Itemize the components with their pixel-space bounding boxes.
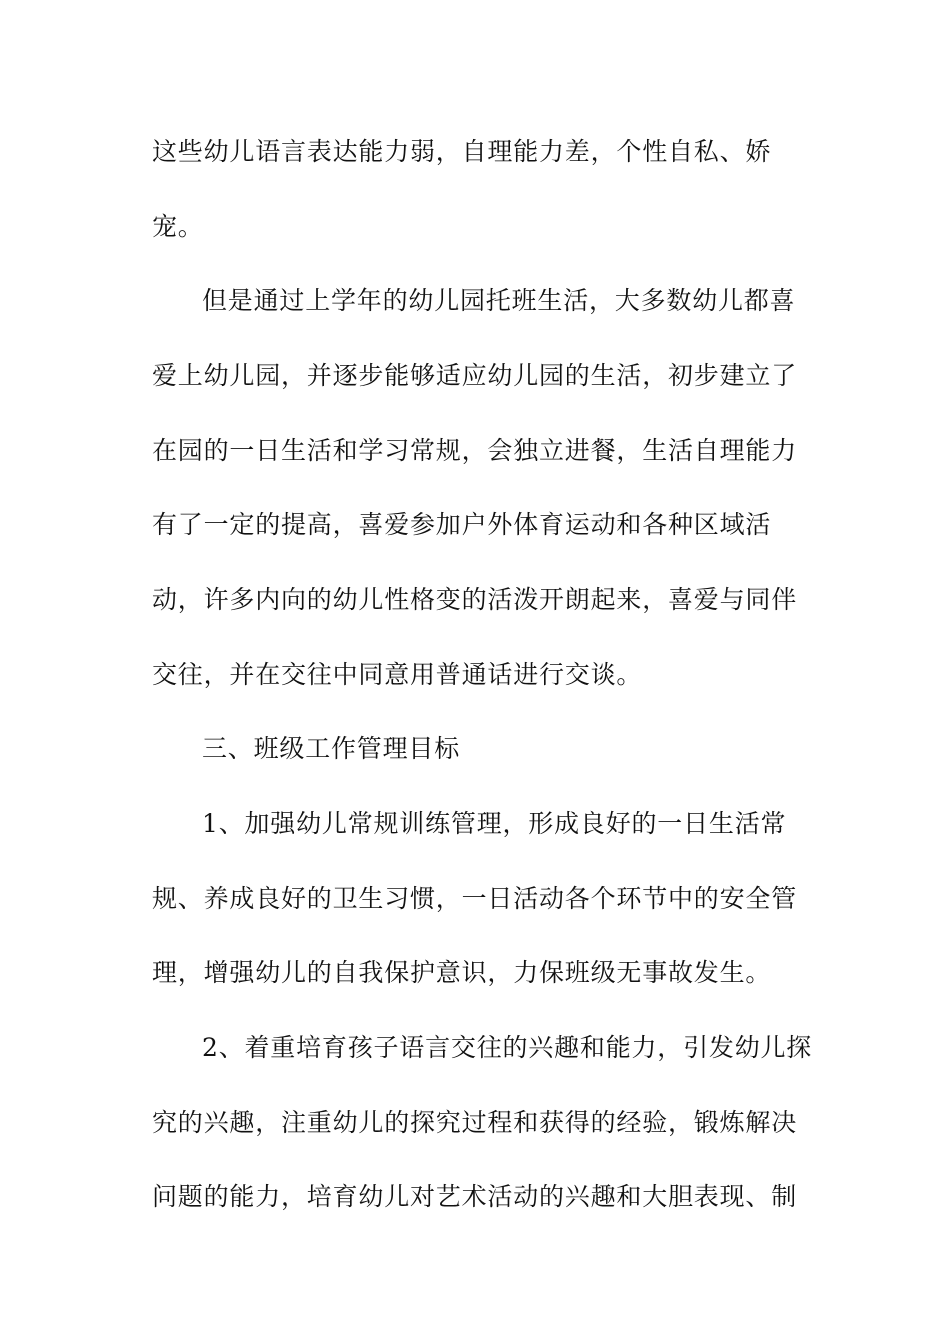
text-line: 宠。 [152, 212, 204, 241]
text-line: 规、养成良好的卫生习惯，一日活动各个环节中的安全管 [152, 884, 798, 913]
text-line: 究的兴趣，注重幼儿的探究过程和获得的经验，锻炼解决 [152, 1108, 798, 1137]
section-heading: 三、班级工作管理目标 [202, 734, 461, 763]
text-line: 理，增强幼儿的自我保护意识，力保班级无事故发生。 [152, 958, 772, 987]
text-line: 问题的能力，培育幼儿对艺术活动的兴趣和大胆表现、制 [152, 1182, 798, 1211]
list-item-2-start: 2、着重培育孩子语言交往的兴趣和能力，引发幼儿探 [202, 1033, 813, 1062]
text-line: 动，许多内向的幼儿性格变的活泼开朗起来，喜爱与同伴 [152, 585, 798, 614]
paragraph-start-line: 但是通过上学年的幼儿园托班生活，大多数幼儿都喜 [202, 286, 796, 315]
text-line: 爱上幼儿园，并逐步能够适应幼儿园的生活，初步建立了 [152, 361, 798, 390]
text-line: 这些幼儿语言表达能力弱，自理能力差，个性自私、娇 [152, 137, 772, 166]
text-line: 交往，并在交往中同意用普通话进行交谈。 [152, 660, 643, 689]
text-line: 在园的一日生活和学习常规，会独立进餐，生活自理能力 [152, 436, 798, 465]
text-line: 有了一定的提高，喜爱参加户外体育运动和各种区域活 [152, 510, 772, 539]
list-item-1-start: 1、加强幼儿常规训练管理，形成良好的一日生活常 [202, 809, 787, 838]
